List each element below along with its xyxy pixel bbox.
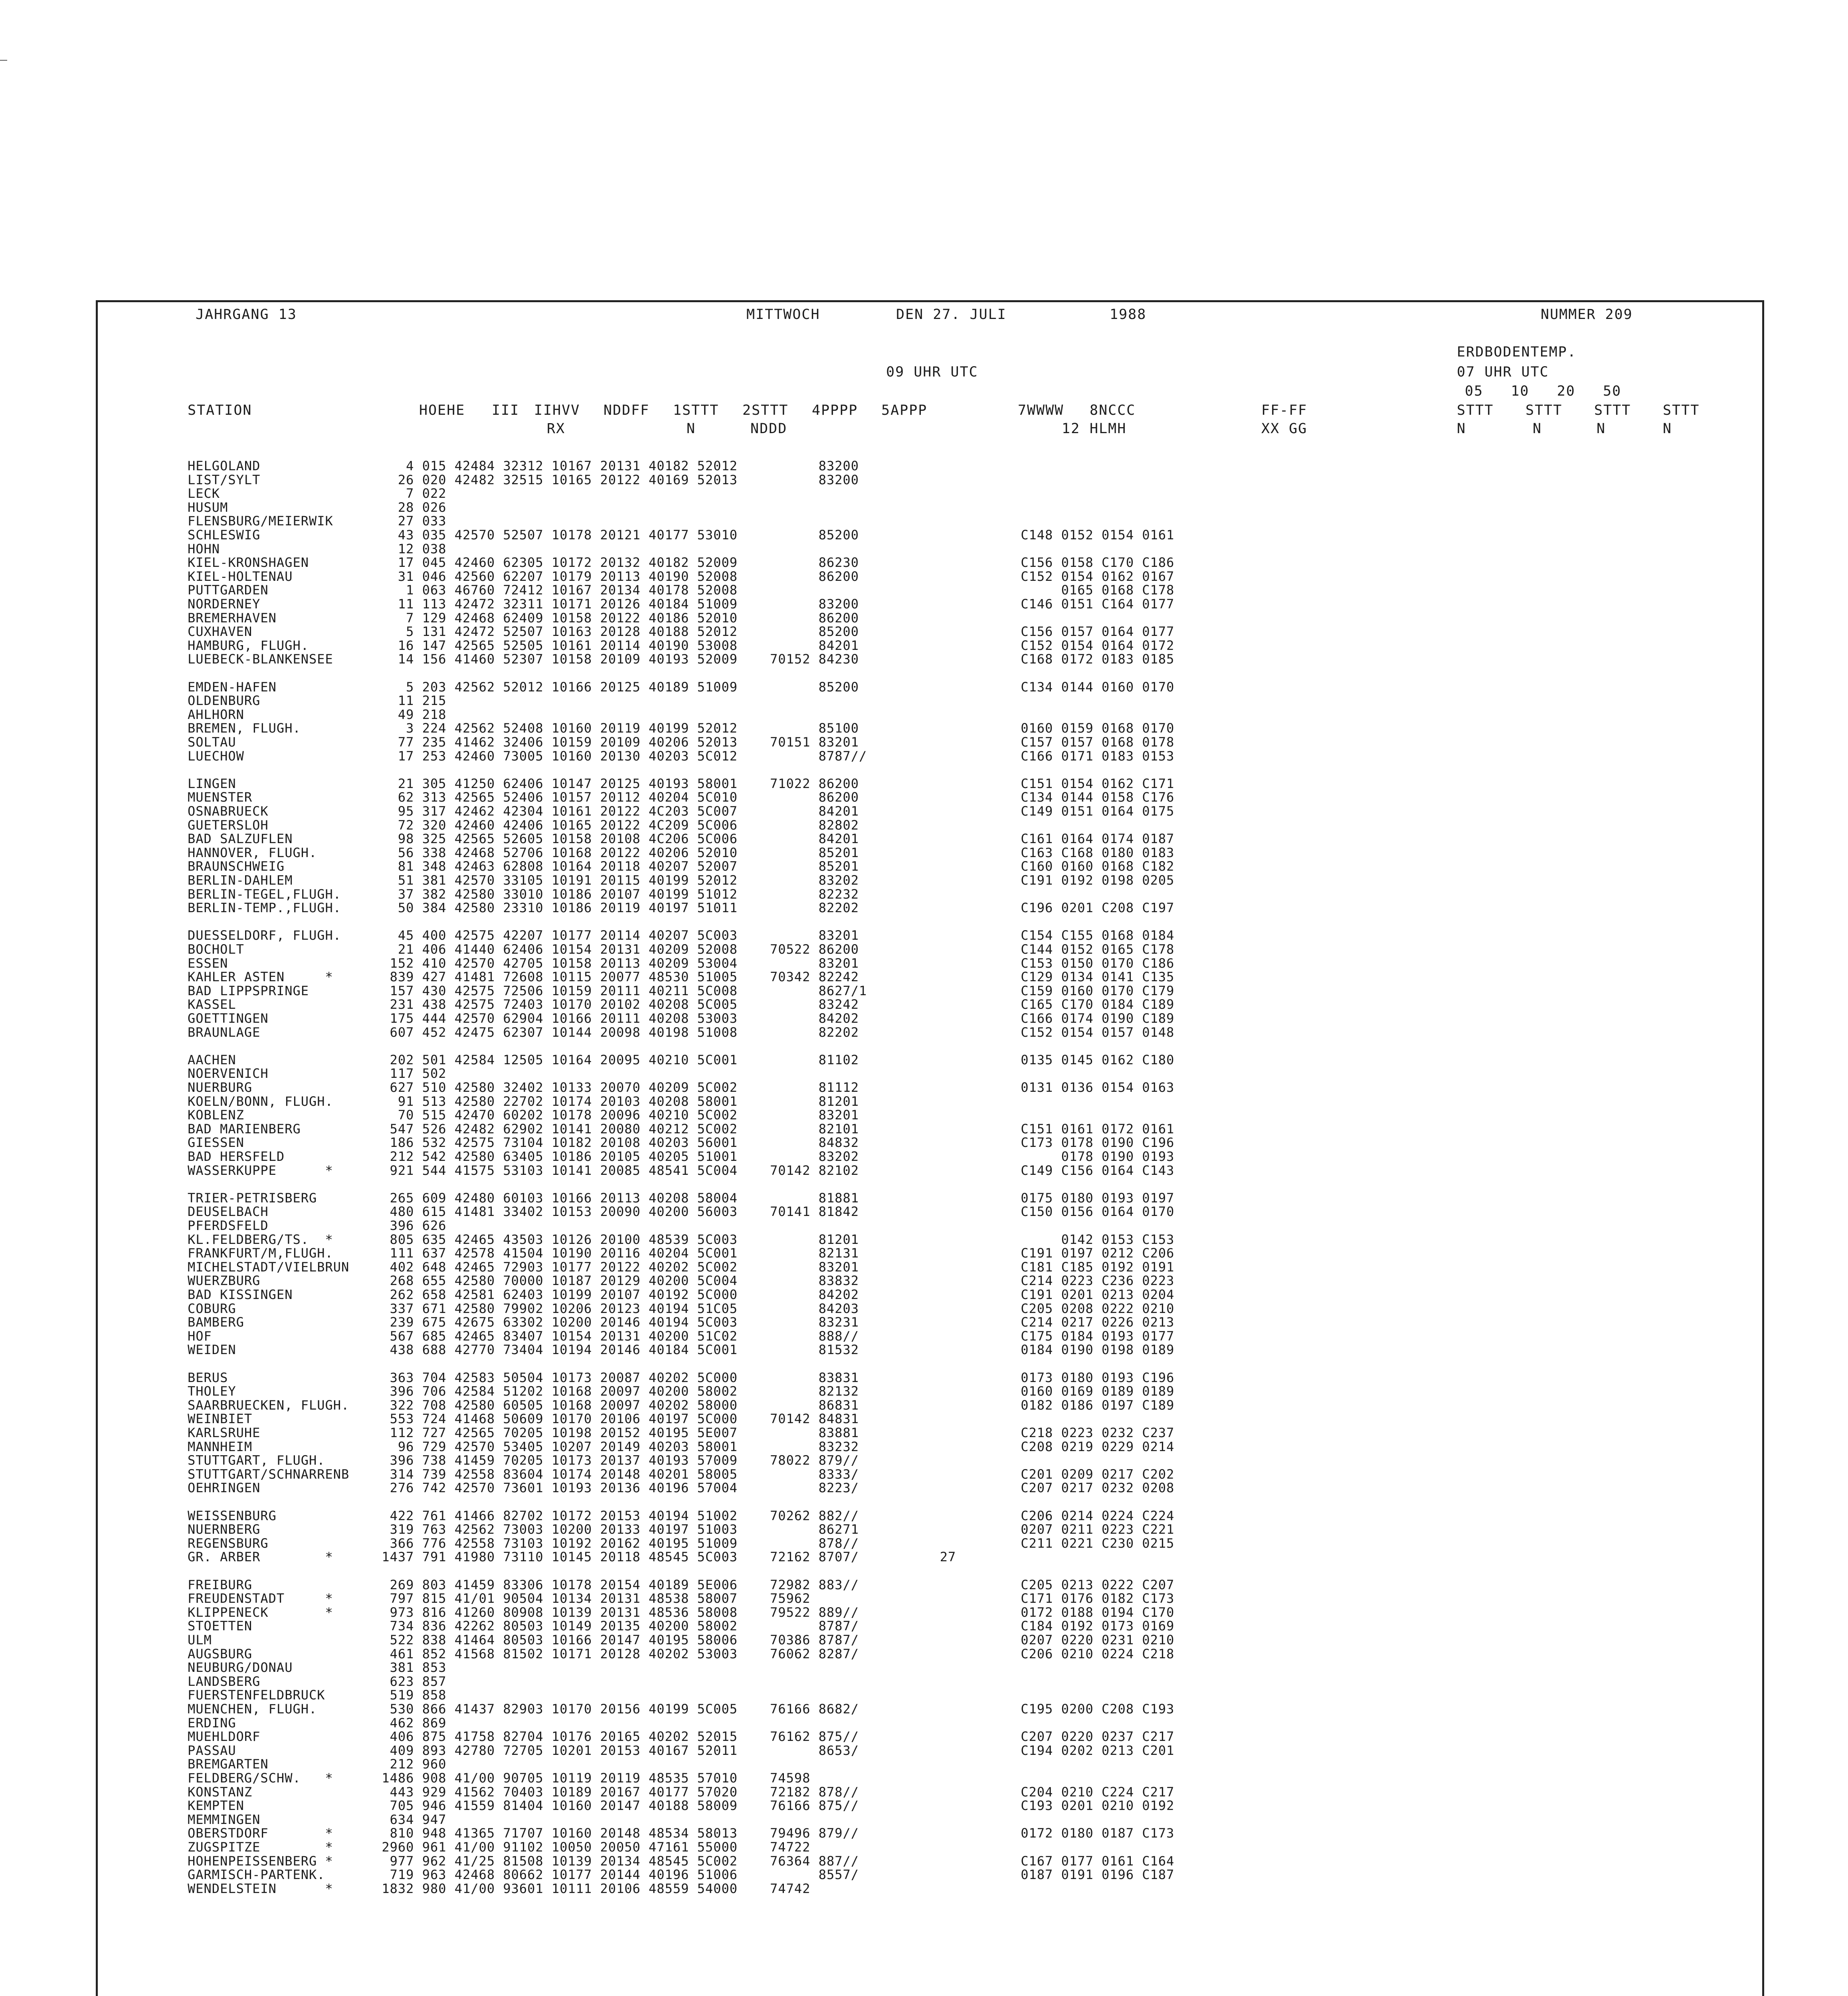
station-row: EMDEN-HAFEN 5 203 42562 52012 10166 20125 40189 51009 85200 C134 0144 0160 0170 xyxy=(188,679,1175,695)
col-1sttt-sub: N xyxy=(687,421,696,437)
station-row: WEIDEN 438 688 42770 73404 10194 20146 40184 5C001 81532 0184 0190 0198 0189 xyxy=(188,1342,1175,1358)
station-row: BAD MARIENBERG 547 526 42482 62902 10141 20080 40212 5C002 82101 C151 0161 0172 0161 xyxy=(188,1121,1175,1137)
station-row: AUGSBURG 461 852 41568 81502 10171 20128 40202 53003 76062 8287/ C206 0210 0224 C218 xyxy=(188,1646,1175,1661)
station-row: PUTTGARDEN 1 063 46760 72412 10167 20134 40178 52008 0165 0168 C178 xyxy=(188,582,1175,598)
station-row: FREUDENSTADT * 797 815 41/01 90504 10134 20131 48538 58007 75962 C171 0176 0182 C173 xyxy=(188,1591,1175,1606)
erdboden-depths: 05 10 20 50 xyxy=(1465,383,1622,399)
station-row: STOETTEN 734 836 42262 80503 10149 20135 40200 58002 8787/ C184 0192 0173 0169 xyxy=(188,1618,1175,1634)
col-4pppp-sub: NDDD xyxy=(750,421,787,437)
station-row: STUTTGART/SCHNARRENB 314 739 42558 83604 10174 20148 40201 58005 8333/ C201 0209 0217 C202 xyxy=(188,1466,1175,1482)
station-row: MANNHEIM 96 729 42570 53405 10207 20149 40203 58001 83232 C208 0219 0229 0214 xyxy=(188,1439,1175,1454)
station-row: MUENCHEN, FLUGH. 530 866 41437 82903 10170 20156 40199 5C005 76166 8682/ C195 0200 C208 C193 xyxy=(188,1701,1175,1717)
station-row: KOBLENZ 70 515 42470 60202 10178 20096 40210 5C002 83201 xyxy=(188,1107,859,1123)
col-2sttt: 2STTT xyxy=(742,402,789,418)
station-row: BAD SALZUFLEN 98 325 42565 52605 10158 20108 4C206 5C006 84201 C161 0164 0174 0187 xyxy=(188,831,1175,847)
col-sttt-05: STTT xyxy=(1457,402,1494,418)
col-sttt-20-sub: N xyxy=(1597,421,1606,437)
station-row: KAHLER ASTEN * 839 427 41481 72608 10115 20077 48530 51005 70342 82242 C129 0134 0141 C135 xyxy=(188,969,1175,985)
station-row: SAARBRUECKEN, FLUGH. 322 708 42580 60505 10168 20097 40202 58000 86831 0182 0186 0197 C189 xyxy=(188,1397,1175,1413)
station-row: NUERBURG 627 510 42580 32402 10133 20070 40209 5C002 81112 0131 0136 0154 0163 xyxy=(188,1080,1175,1095)
station-row: SOLTAU 77 235 41462 32406 10159 20109 40206 52013 70151 83201 C157 0157 0168 0178 xyxy=(188,735,1175,750)
station-row: OLDENBURG 11 215 xyxy=(188,693,447,709)
col-5appp: 5APPP xyxy=(881,402,928,418)
station-row: OBERSTDORF * 810 948 41365 71707 10160 20148 48534 58013 79496 879// 0172 0180 0187 C173 xyxy=(188,1826,1175,1841)
col-sttt-20: STTT xyxy=(1594,402,1631,418)
station-row: MUENSTER 62 313 42565 52406 10157 20112 40204 5C010 86200 C134 0144 0158 C176 xyxy=(188,790,1175,805)
station-row: FUERSTENFELDBRUCK 519 858 xyxy=(188,1687,447,1703)
station-row: FREIBURG 269 803 41459 83306 10178 20154 40189 5E006 72982 883// C205 0213 0222 C207 xyxy=(188,1577,1175,1592)
col-sttt-05-sub: N xyxy=(1457,421,1466,437)
station-row: BOCHOLT 21 406 41440 62406 10154 20131 40209 52008 70522 86200 C144 0152 0165 C178 xyxy=(188,942,1175,957)
station-row: KL.FELDBERG/TS. * 805 635 42465 43503 10126 20100 48539 5C003 81201 0142 0153 C153 xyxy=(188,1232,1175,1247)
weekday: MITTWOCH xyxy=(746,307,820,323)
year: 1988 xyxy=(1110,307,1147,323)
station-row: AACHEN 202 501 42584 12505 10164 20095 40210 5C001 81102 0135 0145 0162 C180 xyxy=(188,1052,1175,1067)
station-row: WASSERKUPPE * 921 544 41575 53103 10141 20085 48541 5C004 70142 82102 C149 C156 0164 C143 xyxy=(188,1162,1175,1178)
station-row: KEMPTEN 705 946 41559 81404 10160 20147 40188 58009 76166 875// C193 0201 0210 0192 xyxy=(188,1798,1175,1814)
station-row: BAMBERG 239 675 42675 63302 10200 20146 40194 5C003 83231 C214 0217 0226 0213 xyxy=(188,1315,1175,1330)
station-row: STUTTGART, FLUGH. 396 738 41459 70205 10173 20137 40193 57009 78022 879// xyxy=(188,1453,859,1468)
station-row: KIEL-KRONSHAGEN 17 045 42460 62305 10172 20132 40182 52009 86230 C156 0158 C170 C186 xyxy=(188,555,1175,570)
col-7wwww-sub: 12 xyxy=(1062,421,1080,437)
station-row: GUETERSLOH 72 320 42460 42406 10165 20122 4C209 5C006 82802 xyxy=(188,817,859,833)
col-hoehe: HOEHE xyxy=(419,402,465,418)
station-row: FELDBERG/SCHW. * 1486 908 41/00 90705 10119 20119 48535 57010 74598 xyxy=(188,1770,811,1786)
station-row: GR. ARBER * 1437 791 41980 73110 10145 20118 48545 5C003 72162 8707/ 27 xyxy=(188,1549,956,1565)
station-row: ESSEN 152 410 42570 42705 10158 20113 40209 53004 83201 C153 0150 0170 C186 xyxy=(188,955,1175,971)
station-row: NORDERNEY 11 113 42472 32311 10171 20126 40184 51009 83200 C146 0151 C164 0177 xyxy=(188,596,1175,612)
station-row: WENDELSTEIN * 1832 980 41/00 93601 10111 20106 48559 54000 74742 xyxy=(188,1881,811,1896)
col-8nccc-sub: HLMH xyxy=(1090,421,1127,437)
station-row: HELGOLAND 4 015 42484 32312 10167 20131 40182 52012 83200 xyxy=(188,458,859,473)
jahrgang: JAHRGANG 13 xyxy=(196,307,297,323)
station-row: PASSAU 409 893 42780 72705 10201 20153 40167 52011 8653/ C194 0202 0213 C201 xyxy=(188,1743,1175,1758)
station-row: HOHN 12 038 xyxy=(188,541,447,556)
station-row: CUXHAVEN 5 131 42472 52507 10163 20128 40188 52012 85200 C156 0157 0164 0177 xyxy=(188,624,1175,640)
date: DEN 27. JULI xyxy=(896,307,1007,323)
col-sttt-10-sub: N xyxy=(1533,421,1542,437)
station-row: HAMBURG, FLUGH. 16 147 42565 52505 10161 20114 40190 53008 84201 C152 0154 0164 0172 xyxy=(188,638,1175,653)
margin-mark xyxy=(0,60,7,61)
station-row: COBURG 337 671 42580 79902 10206 20123 40194 51C05 84203 C205 0208 0222 0210 xyxy=(188,1301,1175,1316)
col-4pppp: 4PPPP xyxy=(812,402,858,418)
station-row: DUESSELDORF, FLUGH. 45 400 42575 42207 10177 20114 40207 5C003 83201 C154 C155 0168 0184 xyxy=(188,928,1175,943)
station-row: BAD KISSINGEN 262 658 42581 62403 10199 20107 40192 5C000 84202 C191 0201 0213 0204 xyxy=(188,1287,1175,1302)
station-row: MICHELSTADT/VIELBRUN 402 648 42465 72903 10177 20122 40202 5C002 83201 C181 C185 0192 0191 xyxy=(188,1259,1175,1275)
station-row: HUSUM 28 026 xyxy=(188,499,447,515)
station-row: BERUS 363 704 42583 50504 10173 20087 40202 5C000 83831 0173 0180 0193 C196 xyxy=(188,1370,1175,1385)
station-row: BRAUNLAGE 607 452 42475 62307 10144 20098 40198 51008 82202 C152 0154 0157 0148 xyxy=(188,1024,1175,1040)
col-8nccc: 8NCCC xyxy=(1090,402,1136,418)
station-row: HANNOVER, FLUGH. 56 338 42468 52706 10168 20122 40206 52010 85201 C163 C168 0180 0183 xyxy=(188,845,1175,860)
station-row: WEINBIET 553 724 41468 50609 10170 20106 40197 5C000 70142 84831 xyxy=(188,1411,859,1427)
station-row: BRAUNSCHWEIG 81 348 42463 62808 10164 20118 40207 52007 85201 C160 0160 0168 C182 xyxy=(188,859,1175,874)
station-row: KOELN/BONN, FLUGH. 91 513 42580 22702 10174 20103 40208 58001 81201 xyxy=(188,1093,859,1109)
station-row: BERLIN-TEMP.,FLUGH. 50 384 42580 23310 10186 20119 40197 51011 82202 C196 0201 C208 C197 xyxy=(188,900,1175,916)
col-7wwww: 7WWWW xyxy=(1018,402,1064,418)
erdboden-title: ERDBODENTEMP. xyxy=(1457,344,1577,360)
station-row: HOF 567 685 42465 83407 10154 20131 40200 51C02 888// C175 0184 0193 0177 xyxy=(188,1328,1175,1344)
station-row: ERDING 462 869 xyxy=(188,1715,447,1731)
station-row: FLENSBURG/MEIERWIK 27 033 xyxy=(188,513,447,529)
col-1sttt: 1STTT xyxy=(673,402,719,418)
station-row: WEISSENBURG 422 761 41466 82702 10172 20153 40194 51002 70262 882// C206 0214 0224 C224 xyxy=(188,1508,1175,1523)
col-iihvv-sub: RX xyxy=(547,421,566,437)
station-row: HOHENPEISSENBERG * 977 962 41/25 81508 10139 20134 48545 5C002 76364 887// C167 0177 0161 C164 xyxy=(188,1853,1175,1869)
station-row: REGENSBURG 366 776 42558 73103 10192 20162 40195 51009 878// C211 0221 C230 0215 xyxy=(188,1535,1175,1551)
station-row: ULM 522 838 41464 80503 10166 20147 40195 58006 70386 8787/ 0207 0220 0231 0210 xyxy=(188,1632,1175,1647)
nummer: NUMMER 209 xyxy=(1541,307,1633,323)
erdboden-time: 07 UHR UTC xyxy=(1457,364,1549,380)
col-nddff: NDDFF xyxy=(603,402,650,418)
col-ff: FF-FF xyxy=(1261,402,1308,418)
station-row: NEUBURG/DONAU 381 853 xyxy=(188,1660,447,1675)
station-row: KARLSRUHE 112 727 42565 70205 10198 20152 40195 5E007 83881 C218 0223 0232 C237 xyxy=(188,1425,1175,1440)
col-station: STATION xyxy=(188,402,252,418)
station-row: LECK 7 022 xyxy=(188,486,447,501)
station-row: GIESSEN 186 532 42575 73104 10182 20108 40203 56001 84832 C173 0178 0190 C196 xyxy=(188,1135,1175,1150)
station-row: OSNABRUECK 95 317 42462 42304 10161 20122 4C203 5C007 84201 C149 0151 0164 0175 xyxy=(188,804,1175,819)
station-row: LINGEN 21 305 41250 62406 10147 20125 40193 58001 71022 86200 C151 0154 0162 C171 xyxy=(188,776,1175,791)
station-row: BAD HERSFELD 212 542 42580 63405 10186 20105 40205 51001 83202 0178 0190 0193 xyxy=(188,1149,1175,1164)
station-row: ZUGSPITZE * 2960 961 41/00 91102 10050 20050 47161 55000 74722 xyxy=(188,1840,811,1855)
station-row: NUERNBERG 319 763 42562 73003 10200 20133 40197 51003 86271 0207 0211 0223 C221 xyxy=(188,1522,1175,1537)
col-sttt-10: STTT xyxy=(1525,402,1563,418)
station-row: MEMMINGEN 634 947 xyxy=(188,1812,447,1827)
station-row: MUEHLDORF 406 875 41758 82704 10176 20165 40202 52015 76162 875// C207 0220 0237 C217 xyxy=(188,1729,1175,1745)
station-row: LANDSBERG 623 857 xyxy=(188,1673,447,1689)
col-ff-sub: XX GG xyxy=(1261,421,1308,437)
station-row: LUECHOW 17 253 42460 73005 10160 20130 40203 5C012 8787// C166 0171 0183 0153 xyxy=(188,748,1175,764)
station-row: PFERDSFELD 396 626 xyxy=(188,1218,447,1233)
station-row: BREMERHAVEN 7 129 42468 62409 10158 20122 40186 52010 86200 xyxy=(188,610,859,626)
col-sttt-50: STTT xyxy=(1663,402,1700,418)
station-row: GOETTINGEN 175 444 42570 62904 10166 20111 40208 53003 84202 C166 0174 0190 C189 xyxy=(188,1011,1175,1026)
station-row: BAD LIPPSPRINGE 157 430 42575 72506 10159 20111 40211 5C008 8627/1 C159 0160 0170 C179 xyxy=(188,983,1175,998)
station-row: FRANKFURT/M,FLUGH. 111 637 42578 41504 10190 20116 40204 5C001 82131 C191 0197 0212 C206 xyxy=(188,1246,1175,1261)
col-iii: III xyxy=(492,402,520,418)
station-row: KLIPPENECK * 973 816 41260 80908 10139 20131 48536 58008 79522 889// 0172 0188 0194 C170 xyxy=(188,1604,1175,1620)
station-row: NOERVENICH 117 502 xyxy=(188,1066,447,1081)
station-row: WUERZBURG 268 655 42580 70000 10187 20129 40200 5C004 83832 C214 0223 C236 0223 xyxy=(188,1273,1175,1289)
station-row: BERLIN-TEGEL,FLUGH. 37 382 42580 33010 10186 20107 40199 51012 82232 xyxy=(188,886,859,902)
col-iihvv: IIHVV xyxy=(534,402,580,418)
station-row: GARMISCH-PARTENK. 719 963 42468 80662 10177 20144 40196 51006 8557/ 0187 0191 0196 C187 xyxy=(188,1867,1175,1883)
station-row: AHLHORN 49 218 xyxy=(188,707,447,722)
station-row: BERLIN-DAHLEM 51 381 42570 33105 10191 20115 40199 52012 83202 C191 0192 0198 0205 xyxy=(188,873,1175,888)
station-row: BREMEN, FLUGH. 3 224 42562 52408 10160 20119 40199 52012 85100 0160 0159 0168 0170 xyxy=(188,721,1175,736)
station-row: TRIER-PETRISBERG 265 609 42480 60103 10166 20113 40208 58004 81881 0175 0180 0193 0197 xyxy=(188,1190,1175,1206)
station-row: THOLEY 396 706 42584 51202 10168 20097 40200 58002 82132 0160 0169 0189 0189 xyxy=(188,1384,1175,1399)
station-row: DEUSELBACH 480 615 41481 33402 10153 20090 40200 56003 70141 81842 C150 0156 0164 0170 xyxy=(188,1204,1175,1220)
obs-time: 09 UHR UTC xyxy=(886,364,978,380)
col-sttt-50-sub: N xyxy=(1663,421,1672,437)
station-row: LIST/SYLT 26 020 42482 32515 10165 20122 40169 52013 83200 xyxy=(188,472,859,487)
station-row: KIEL-HOLTENAU 31 046 42560 62207 10179 20113 40190 52008 86200 C152 0154 0162 0167 xyxy=(188,568,1175,584)
station-row: OEHRINGEN 276 742 42570 73601 10193 20136 40196 57004 8223/ C207 0217 0232 0208 xyxy=(188,1480,1175,1496)
station-row: LUEBECK-BLANKENSEE 14 156 41460 52307 10158 20109 40193 52009 70152 84230 C168 0172 0183 0185 xyxy=(188,651,1175,667)
station-row: KONSTANZ 443 929 41562 70403 10189 20167 40177 57020 72182 878// C204 0210 C224 C217 xyxy=(188,1784,1175,1800)
station-row: KASSEL 231 438 42575 72403 10170 20102 40208 5C005 83242 C165 C170 0184 C189 xyxy=(188,997,1175,1012)
station-row: BREMGARTEN 212 960 xyxy=(188,1756,447,1772)
station-row: SCHLESWIG 43 035 42570 52507 10178 20121 40177 53010 85200 C148 0152 0154 0161 xyxy=(188,527,1175,543)
